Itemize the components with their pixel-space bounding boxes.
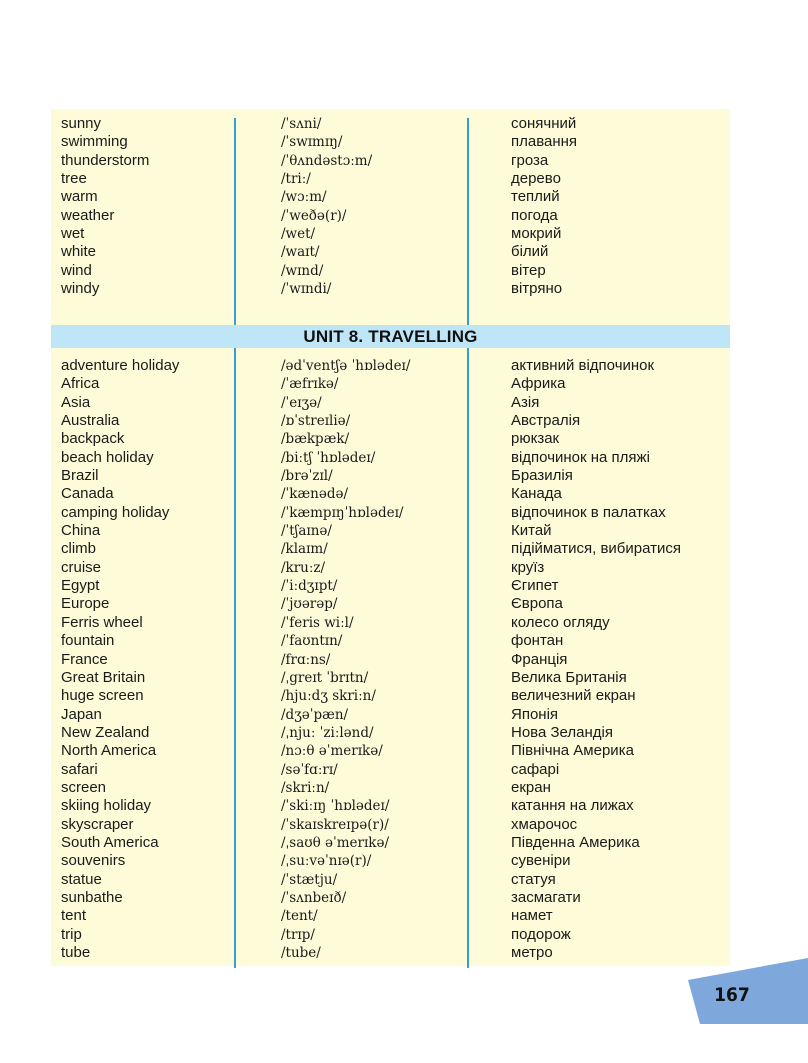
- vocabulary-row: [51, 280, 730, 298]
- vocabulary-row: [51, 797, 730, 815]
- word-list-weather: [51, 115, 730, 298]
- transcription: /waɪt/: [281, 244, 320, 261]
- vocabulary-row: [51, 742, 730, 760]
- ukrainian-translation: метро: [511, 944, 553, 961]
- ukrainian-translation: Бразилія: [511, 467, 573, 485]
- transcription: /tube/: [281, 945, 321, 961]
- vocabulary-row: [51, 485, 730, 503]
- vocabulary-row: [51, 724, 730, 742]
- vocabulary-row: [51, 577, 730, 595]
- ukrainian-translation: Північна Америка: [511, 742, 634, 760]
- english-word: fountain: [61, 632, 115, 650]
- transcription: /ˈæfrɪkə/: [281, 376, 339, 393]
- ukrainian-translation: Азія: [511, 393, 540, 411]
- transcription: /wɪnd/: [281, 262, 324, 279]
- vocabulary-row: [51, 687, 730, 705]
- english-word: thunderstorm: [61, 151, 150, 169]
- english-word: North America: [61, 742, 157, 760]
- english-word: Australia: [61, 412, 120, 430]
- transcription: /kruːz/: [281, 559, 326, 576]
- ukrainian-translation: статуя: [511, 870, 556, 888]
- english-word: South America: [61, 833, 159, 851]
- vocabulary-row: [51, 889, 730, 907]
- transcription: /skriːn/: [281, 779, 330, 796]
- ukrainian-translation: Нова Зеландія: [511, 723, 613, 741]
- transcription: /səˈfɑːrɪ/: [281, 761, 338, 778]
- english-word: warm: [61, 188, 98, 206]
- vocabulary-row: [51, 907, 730, 925]
- ukrainian-translation: підійматися, вибиратися: [511, 540, 681, 558]
- english-word: Egypt: [61, 577, 100, 595]
- transcription: /ˈθʌndəstɔːm/: [281, 152, 373, 169]
- vocabulary-row: [51, 449, 730, 467]
- transcription: /hjuːdʒ skriːn/: [281, 688, 376, 705]
- vocabulary-row: [51, 225, 730, 243]
- english-word: backpack: [61, 430, 125, 448]
- transcription: /ˈwɪndi/: [281, 281, 332, 298]
- english-word: skiing holiday: [61, 797, 152, 815]
- english-word: Canada: [61, 485, 114, 503]
- english-word: huge screen: [61, 687, 144, 705]
- transcription: /trɪp/: [281, 926, 315, 943]
- vocabulary-row: [51, 926, 730, 944]
- ukrainian-translation: Австралія: [511, 412, 581, 430]
- ukrainian-translation: сафарі: [511, 760, 560, 778]
- ukrainian-translation: вітер: [511, 261, 546, 279]
- ukrainian-translation: Велика Британія: [511, 668, 627, 686]
- ukrainian-translation: фонтан: [511, 632, 564, 650]
- transcription: /brəˈzɪl/: [281, 468, 333, 485]
- english-word: France: [61, 650, 108, 668]
- ukrainian-translation: намет: [511, 907, 553, 925]
- english-word: Europe: [61, 595, 110, 613]
- vocabulary-row: [51, 170, 730, 188]
- vocabulary-row: [51, 188, 730, 206]
- vocabulary-row: [51, 852, 730, 870]
- unit-title: UNIT 8. TRAVELLING: [51, 325, 730, 348]
- ukrainian-translation: відпочинок на пляжі: [511, 448, 650, 466]
- transcription: /triː/: [281, 171, 311, 188]
- english-word: souvenirs: [61, 852, 126, 870]
- transcription: /wet/: [281, 226, 316, 243]
- ukrainian-translation: Канада: [511, 485, 562, 503]
- ukrainian-translation: подорож: [511, 925, 571, 943]
- english-word: Brazil: [61, 467, 99, 485]
- transcription: /frɑːns/: [281, 651, 331, 668]
- ukrainian-translation: сонячний: [511, 115, 577, 132]
- english-word: New Zealand: [61, 723, 150, 741]
- english-word: weather: [61, 206, 115, 224]
- ukrainian-translation: плавання: [511, 133, 578, 151]
- vocabulary-row: [51, 133, 730, 151]
- ukrainian-translation: засмагати: [511, 888, 581, 906]
- english-word: safari: [61, 760, 98, 778]
- transcription: /ˈfaʊntɪn/: [281, 633, 343, 650]
- english-word: screen: [61, 778, 107, 796]
- transcription: /ˈferis wiːl/: [281, 614, 354, 631]
- transcription: /ˈsʌni/: [281, 116, 322, 132]
- ukrainian-translation: активний відпочинок: [511, 357, 655, 374]
- english-word: trip: [61, 925, 82, 943]
- transcription: /ɒˈstreɪliə/: [281, 413, 351, 430]
- page-number: 167: [714, 984, 750, 1006]
- ukrainian-translation: гроза: [511, 151, 549, 169]
- ukrainian-translation: Китай: [511, 522, 552, 540]
- vocabulary-row: [51, 779, 730, 797]
- transcription: /wɔːm/: [281, 189, 327, 206]
- transcription: /nɔːθ əˈmerɪkə/: [281, 743, 383, 760]
- ukrainian-translation: Франція: [511, 650, 568, 668]
- transcription: /ˈweðə(r)/: [281, 207, 347, 224]
- transcription: /ˈstætju/: [281, 871, 338, 888]
- word-list-travelling: [51, 357, 730, 962]
- vocabulary-row: [51, 669, 730, 687]
- transcription: /ˈeɪʒə/: [281, 394, 322, 411]
- vocabulary-row: [51, 834, 730, 852]
- vocabulary-row: [51, 467, 730, 485]
- english-word: Ferris wheel: [61, 613, 143, 631]
- ukrainian-translation: величезний екран: [511, 687, 636, 705]
- transcription: /ˈtʃaɪnə/: [281, 523, 332, 540]
- english-word: China: [61, 522, 101, 540]
- ukrainian-translation: колесо огляду: [511, 613, 610, 631]
- vocabulary-row: [51, 559, 730, 577]
- ukrainian-translation: сувеніри: [511, 852, 571, 870]
- transcription: /ˈkænədə/: [281, 486, 348, 503]
- transcription: /biːtʃ ˈhɒlədeɪ/: [281, 449, 376, 466]
- english-word: tent: [61, 907, 87, 925]
- english-word: wind: [61, 261, 92, 279]
- english-word: sunbathe: [61, 888, 123, 906]
- vocabulary-row: [51, 944, 730, 962]
- vocabulary-row: [51, 115, 730, 133]
- ukrainian-translation: теплий: [511, 188, 560, 206]
- ukrainian-translation: Єгипет: [511, 577, 559, 595]
- english-word: tube: [61, 944, 91, 961]
- vocabulary-row: [51, 262, 730, 280]
- ukrainian-translation: круїз: [511, 558, 545, 576]
- transcription: /ˈskiːɪŋ ˈhɒlədeɪ/: [281, 798, 390, 815]
- vocabulary-row: [51, 651, 730, 669]
- vocabulary-row: [51, 595, 730, 613]
- english-word: beach holiday: [61, 448, 154, 466]
- ukrainian-translation: білий: [511, 243, 549, 261]
- transcription: /ədˈventʃə ˈhɒlədeɪ/: [281, 358, 411, 374]
- vocabulary-row: [51, 152, 730, 170]
- vocabulary-row: [51, 412, 730, 430]
- vocabulary-row: [51, 816, 730, 834]
- ukrainian-translation: вітряно: [511, 280, 563, 298]
- vocabulary-row: [51, 522, 730, 540]
- vocabulary-row: [51, 632, 730, 650]
- transcription: /ˈsʌnbeɪð/: [281, 889, 347, 906]
- ukrainian-translation: екран: [511, 778, 551, 796]
- vocabulary-row: [51, 706, 730, 724]
- english-word: windy: [61, 280, 100, 298]
- english-word: adventure holiday: [61, 357, 180, 374]
- ukrainian-translation: відпочинок в палатках: [511, 503, 666, 521]
- ukrainian-translation: хмарочос: [511, 815, 578, 833]
- ukrainian-translation: дерево: [511, 170, 561, 188]
- transcription: /ˈswɪmɪŋ/: [281, 134, 343, 151]
- english-word: sunny: [61, 115, 102, 132]
- english-word: swimming: [61, 133, 128, 151]
- transcription: /ˈkæmpɪŋˈhɒlədeɪ/: [281, 504, 404, 521]
- vocabulary-row: [51, 540, 730, 558]
- transcription: /ˌnjuː ˈziːlənd/: [281, 724, 374, 741]
- english-word: statue: [61, 870, 102, 888]
- transcription: /ˈskaɪskreɪpə(r)/: [281, 816, 389, 833]
- vocabulary-row: [51, 394, 730, 412]
- english-word: wet: [61, 225, 85, 243]
- english-word: Japan: [61, 705, 102, 723]
- vocabulary-row: [51, 871, 730, 889]
- vocabulary-row: [51, 357, 730, 375]
- vocabulary-row: [51, 614, 730, 632]
- ukrainian-translation: Європа: [511, 595, 563, 613]
- vocabulary-row: [51, 430, 730, 448]
- transcription: /ˌsaʊθ əˈmerɪkə/: [281, 834, 390, 851]
- vocabulary-row: [51, 504, 730, 522]
- vocabulary-row: [51, 207, 730, 225]
- transcription: /ˌgreɪt ˈbrɪtn/: [281, 669, 369, 686]
- transcription: /ˈjʊərəp/: [281, 596, 338, 613]
- vocabulary-row: [51, 375, 730, 393]
- english-word: Great Britain: [61, 668, 146, 686]
- transcription: /ˌsuːvəˈnɪə(r)/: [281, 853, 372, 870]
- english-word: white: [61, 243, 97, 261]
- english-word: camping holiday: [61, 503, 170, 521]
- vocabulary-row: [51, 761, 730, 779]
- ukrainian-translation: катання на лижах: [511, 797, 634, 815]
- vocabulary-row: [51, 243, 730, 261]
- transcription: /dʒəˈpæn/: [281, 706, 349, 723]
- ukrainian-translation: погода: [511, 206, 558, 224]
- ukrainian-translation: Африка: [511, 375, 566, 393]
- ukrainian-translation: рюкзак: [511, 430, 560, 448]
- english-word: Asia: [61, 393, 91, 411]
- transcription: /bækpæk/: [281, 431, 350, 448]
- transcription: /klaɪm/: [281, 541, 328, 558]
- transcription: /tent/: [281, 908, 318, 925]
- english-word: Africa: [61, 375, 100, 393]
- english-word: climb: [61, 540, 97, 558]
- english-word: skyscraper: [61, 815, 134, 833]
- ukrainian-translation: мокрий: [511, 225, 562, 243]
- english-word: cruise: [61, 558, 102, 576]
- ukrainian-translation: Японія: [511, 705, 559, 723]
- english-word: tree: [61, 170, 87, 188]
- transcription: /ˈiːdʒɪpt/: [281, 578, 338, 595]
- ukrainian-translation: Південна Америка: [511, 833, 640, 851]
